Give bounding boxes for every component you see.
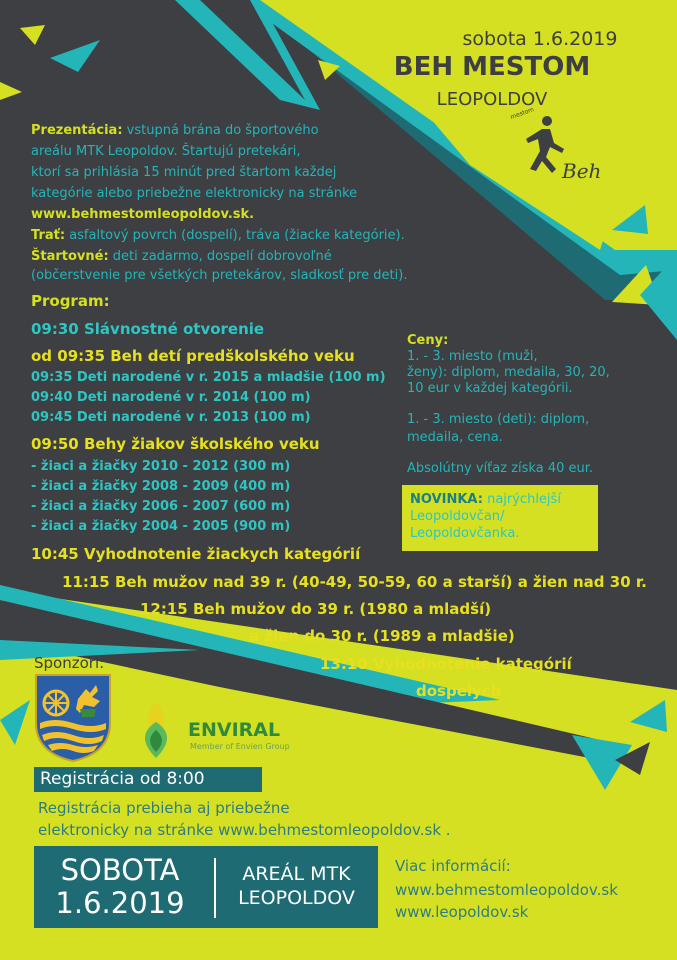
registration-line-2: elektronicky na stránke www.behmestomleopoldov.sk . bbox=[38, 821, 451, 839]
prezentacia-text-1: vstupná brána do športového bbox=[126, 123, 319, 138]
prizes-absolute: Absolútny víťaz získa 40 eur. bbox=[407, 461, 594, 476]
novinka-text: najrýchlejší bbox=[487, 492, 561, 507]
startovne-line bbox=[31, 247, 332, 266]
program-open: 09:30 Slávnostné otvorenie bbox=[31, 320, 265, 338]
program-pupil-row: - žiaci a žiačky 2008 - 2009 (400 m) bbox=[31, 479, 291, 494]
prizes-adults-line: 10 eur v každej kategórii. bbox=[407, 381, 573, 396]
footer-date: 1.6.2019 bbox=[55, 886, 185, 920]
url-behmestom[interactable]: www.behmestomleopoldov.sk bbox=[395, 881, 618, 899]
program-eval-adults-2: dospelých bbox=[416, 682, 502, 700]
program-pupil-row: - žiaci a žiačky 2010 - 2012 (300 m) bbox=[31, 459, 291, 474]
program-pupils-heading: 09:50 Behy žiakov školského veku bbox=[31, 435, 320, 453]
prizes-kids-line: 1. - 3. miesto (deti): diplom, bbox=[407, 412, 590, 427]
program-heading: Program: bbox=[31, 292, 110, 310]
prezentacia-line-3: ktorí sa prihlásia 15 minút pred štartom každej bbox=[31, 165, 337, 180]
prizes-adults-line: 1. - 3. miesto (muži, bbox=[407, 349, 538, 364]
footer-place-2: LEOPOLDOV bbox=[238, 887, 355, 909]
footer-date-place-box bbox=[34, 846, 378, 928]
more-info-label: Viac informácií: bbox=[395, 857, 511, 875]
registration-line-1: Registrácia prebieha aj priebežne bbox=[38, 799, 290, 817]
program-men-over: 11:15 Beh mužov nad 39 r. (40-49, 50-59, 60 a starší) a žien nad 30 r. bbox=[62, 573, 647, 591]
program-women-under: a žien do 30 r. (1989 a mladšie) bbox=[249, 627, 515, 645]
prezentacia-line-5: www.behmestomleopoldov.sk. bbox=[31, 207, 255, 222]
program-men-under: 12:15 Beh mužov do 39 r. (1980 a mladší) bbox=[140, 600, 492, 618]
sponsors-label: Sponzori: bbox=[34, 654, 105, 672]
event-title: BEH MESTOM bbox=[393, 52, 591, 82]
prezentacia-line-1 bbox=[31, 121, 319, 140]
leopoldov-coat-of-arms-icon bbox=[34, 673, 112, 763]
prizes-heading: Ceny: bbox=[407, 333, 449, 348]
program-kid-row: 09:45 Deti narodené v r. 2013 (100 m) bbox=[31, 410, 311, 425]
novinka-line-1 bbox=[410, 491, 590, 508]
enviral-subtitle: Member of Envien Group bbox=[190, 742, 290, 751]
novinka-line-3: Leopoldovčanka. bbox=[410, 526, 520, 541]
trat-label: Trať: bbox=[31, 228, 66, 243]
novinka-label: NOVINKA: bbox=[410, 492, 483, 507]
footer-day: SOBOTA bbox=[60, 853, 180, 887]
program-pupil-row: - žiaci a žiačky 2006 - 2007 (600 m) bbox=[31, 499, 291, 514]
logo-small-text: mestom bbox=[509, 106, 535, 121]
logo-beh-word: Beh bbox=[562, 159, 602, 183]
footer-place-block bbox=[224, 862, 369, 910]
novinka-line-2: Leopoldovčan/ bbox=[410, 509, 505, 524]
program-kid-row: 09:40 Deti narodené v r. 2014 (100 m) bbox=[31, 390, 311, 405]
event-date: sobota 1.6.2019 bbox=[462, 28, 618, 50]
footer-place-1: AREÁL MTK bbox=[242, 863, 351, 885]
startovne-label: Štartovné: bbox=[31, 249, 109, 264]
trat-text: asfaltový povrch (dospelí), tráva (žiacke kategórie). bbox=[69, 228, 405, 243]
program-eval-pupils: 10:45 Vyhodnotenie žiackych kategórií bbox=[31, 545, 361, 563]
footer-divider bbox=[214, 858, 216, 918]
trat-line bbox=[31, 226, 405, 245]
program-pupil-row: - žiaci a žiačky 2004 - 2005 (900 m) bbox=[31, 519, 291, 534]
url-leopoldov[interactable]: www.leopoldov.sk bbox=[395, 903, 529, 921]
registration-banner: Registrácia od 8:00 bbox=[34, 767, 262, 792]
prizes-kids-line: medaila, cena. bbox=[407, 430, 503, 445]
prezentacia-line-2: areálu MTK Leopoldov. Štartujú pretekári, bbox=[31, 144, 301, 159]
enviral-logo-icon bbox=[132, 700, 180, 760]
prezentacia-label: Prezentácia: bbox=[31, 123, 123, 138]
program-kids-heading: od 09:35 Beh detí predškolského veku bbox=[31, 347, 355, 365]
program-kid-row: 09:35 Deti narodené v r. 2015 a mladšie (100 m) bbox=[31, 370, 386, 385]
prizes-adults-line: ženy): diplom, medaila, 30, 20, bbox=[407, 365, 610, 380]
enviral-name: ENVIRAL bbox=[188, 719, 281, 741]
prezentacia-line-4: kategórie alebo priebežne elektronicky na stránke bbox=[31, 186, 358, 201]
novinka-box bbox=[402, 485, 598, 551]
footer-date-block bbox=[50, 854, 190, 920]
startovne-line-2: (občerstvenie pre všetkých pretekárov, sladkosť pre deti). bbox=[31, 268, 408, 283]
runner-logo-icon bbox=[512, 113, 602, 185]
program-eval-adults-1: 13:10 Vyhodnotenie kategórií bbox=[320, 655, 572, 673]
event-subtitle: LEOPOLDOV bbox=[436, 89, 548, 110]
startovne-text: deti zadarmo, dospelí dobrovoľné bbox=[112, 249, 332, 264]
